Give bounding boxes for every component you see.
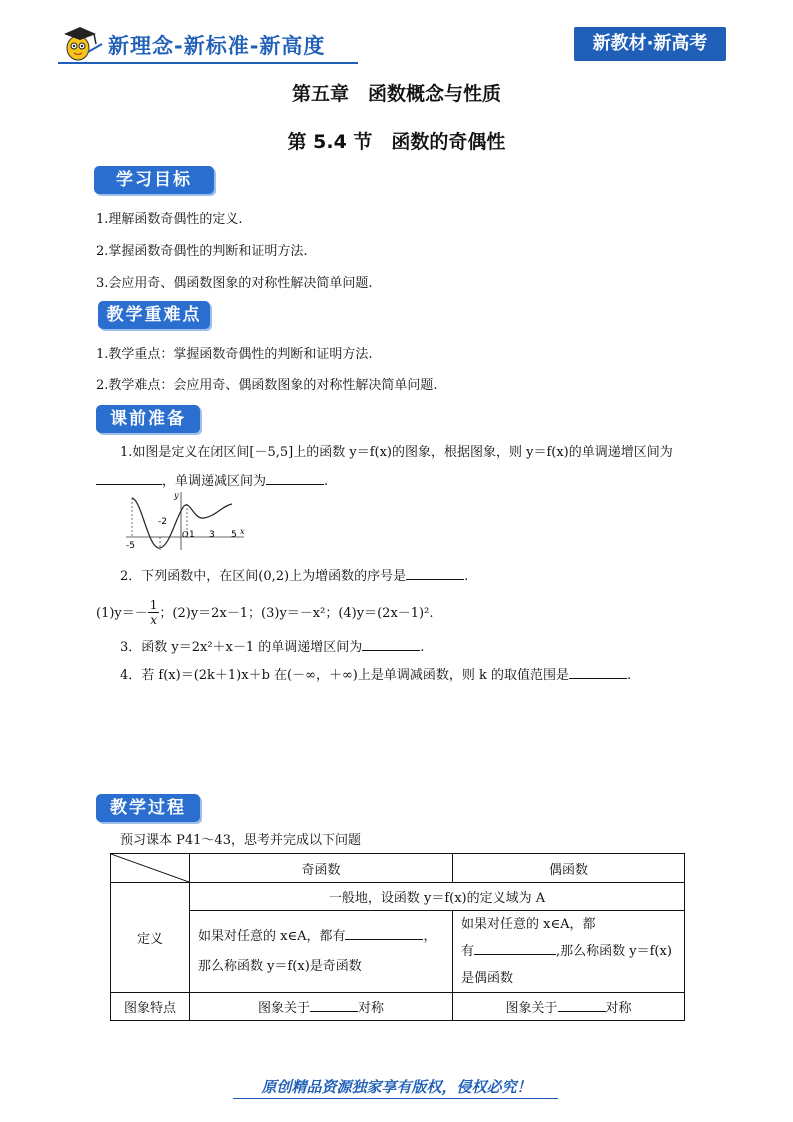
function-curve xyxy=(132,498,232,548)
header-underline xyxy=(58,62,358,64)
question-3-end: . xyxy=(420,640,425,655)
question-3 xyxy=(120,636,424,655)
preparation-tag: 课前准备 xyxy=(96,405,200,433)
even-def-text: 有 xyxy=(461,944,475,959)
objective-item-3: 3.会应用奇、偶函数图象的对称性解决简单问题. xyxy=(96,276,373,291)
chapter-title: 第五章 函数概念与性质 xyxy=(291,83,501,105)
question-4 xyxy=(120,664,631,683)
copyright-footer: 原创精品资源独家享有版权，侵权必究！ xyxy=(261,1078,532,1096)
even-definition-line-1: 如果对任意的 x∈A，都 xyxy=(461,917,596,932)
odd-graph-cell xyxy=(190,993,453,1021)
fraction-numerator: 1 xyxy=(149,598,158,612)
answer-blank xyxy=(266,472,324,485)
tick-label-neg2: -2 xyxy=(158,517,167,527)
tick-label-1: 1 xyxy=(189,530,195,540)
question-2 xyxy=(120,565,468,584)
even-graph-text: 图象关于 xyxy=(505,1001,558,1016)
question-4-end: . xyxy=(626,668,632,683)
question-2-options xyxy=(96,592,433,626)
tick-label-5: 5 xyxy=(231,530,237,540)
key-point-item-1: 1.教学重点：掌握函数奇偶性的判断和证明方法. xyxy=(96,347,373,362)
header-badge: 新教材·新高考 xyxy=(574,27,726,61)
objectives-tag: 学习目标 xyxy=(94,166,214,194)
answer-blank xyxy=(96,472,162,485)
objective-item-1: 1.理解函数奇偶性的定义. xyxy=(96,212,243,227)
odd-definition-line-1 xyxy=(198,922,444,952)
row-label-graph: 图象特点 xyxy=(111,993,190,1021)
option-rest: ；(2)y＝2x－1；(3)y＝－x²；(4)y＝(2x－1)². xyxy=(159,606,434,621)
table-row xyxy=(111,993,685,1021)
option-1-prefix: (1)y＝－ xyxy=(96,606,148,621)
footer-underline xyxy=(233,1098,558,1099)
even-definition-cell xyxy=(453,911,685,993)
odd-def-comma: ， xyxy=(423,928,437,944)
general-definition: 一般地，设函数 y＝f(x)的定义域为 A xyxy=(190,883,685,911)
key-point-item-2: 2.教学难点：会应用奇、偶函数图象的对称性解决简单问题. xyxy=(96,378,438,393)
row-label-definition: 定义 xyxy=(111,883,190,993)
odd-graph-end: 对称 xyxy=(358,1001,385,1016)
odd-definition-cell xyxy=(190,911,453,993)
answer-blank xyxy=(406,567,464,580)
even-graph-cell xyxy=(453,993,685,1021)
question-3-text: 3．函数 y＝2x²＋x－1 的单调递增区间为 xyxy=(120,640,363,655)
even-def-text-2: ,那么称函数 y＝f(x) xyxy=(556,944,672,959)
odd-def-text: 如果对任意的 x∈A，都有 xyxy=(198,928,346,944)
table-row xyxy=(111,911,685,993)
question-4-text: 4．若 f(x)＝(2k＋1)x＋b 在(－∞，＋∞)上是单调减函数，则 k 的取值范围是 xyxy=(120,668,569,683)
even-definition-line-2 xyxy=(461,938,676,965)
answer-blank xyxy=(558,999,606,1012)
odd-definition-line-2: 那么称函数 y＝f(x)是奇函数 xyxy=(198,958,362,974)
answer-blank xyxy=(474,942,556,955)
odd-graph-text: 图象关于 xyxy=(257,1001,310,1016)
answer-blank xyxy=(345,927,423,940)
fraction xyxy=(148,598,160,627)
answer-blank xyxy=(362,638,420,651)
table-header-row xyxy=(111,854,685,883)
x-axis-label: x xyxy=(240,527,245,536)
question-2-end: . xyxy=(464,569,469,584)
question-1-line-2 xyxy=(96,470,328,489)
tick-label-neg5: -5 xyxy=(126,541,135,551)
process-tag: 教学过程 xyxy=(96,794,200,822)
section-title: 第 5.4 节 函数的奇偶性 xyxy=(287,131,506,153)
even-definition-line-3: 是偶函数 xyxy=(461,971,514,986)
diagonal-line xyxy=(111,854,189,882)
key-points-tag: 教学重难点 xyxy=(98,301,210,329)
question-2-text: 2．下列函数中，在区间(0,2)上为增函数的序号是 xyxy=(120,569,407,584)
definition-table xyxy=(110,853,685,1021)
answer-blank xyxy=(310,999,358,1012)
table-row xyxy=(111,883,685,911)
header-odd-function: 奇函数 xyxy=(190,854,453,883)
objective-item-2: 2.掌握函数奇偶性的判断和证明方法. xyxy=(96,244,308,259)
question-1-line-1: 1.如图是定义在闭区间[－5,5]上的函数 y＝f(x)的图象，根据图象，则 y＝f(x)的单调递增区间为 xyxy=(120,445,673,460)
function-graph xyxy=(118,490,252,552)
even-graph-end: 对称 xyxy=(605,1001,632,1016)
corner-cell xyxy=(111,854,190,883)
tick-label-3: 3 xyxy=(209,530,215,540)
mascot-logo-icon xyxy=(58,22,104,64)
question-1-end: . xyxy=(324,474,329,489)
header-slogan: 新理念-新标准-新高度 xyxy=(108,34,326,58)
header-even-function: 偶函数 xyxy=(453,854,685,883)
question-1-text: ，单调递减区间为 xyxy=(162,474,267,489)
answer-blank xyxy=(569,666,627,679)
origin-label: O xyxy=(182,530,189,539)
process-intro: 预习课本 P41～43，思考并完成以下问题 xyxy=(120,833,361,848)
y-axis-label: y xyxy=(174,491,179,500)
fraction-denominator: x xyxy=(150,613,157,627)
